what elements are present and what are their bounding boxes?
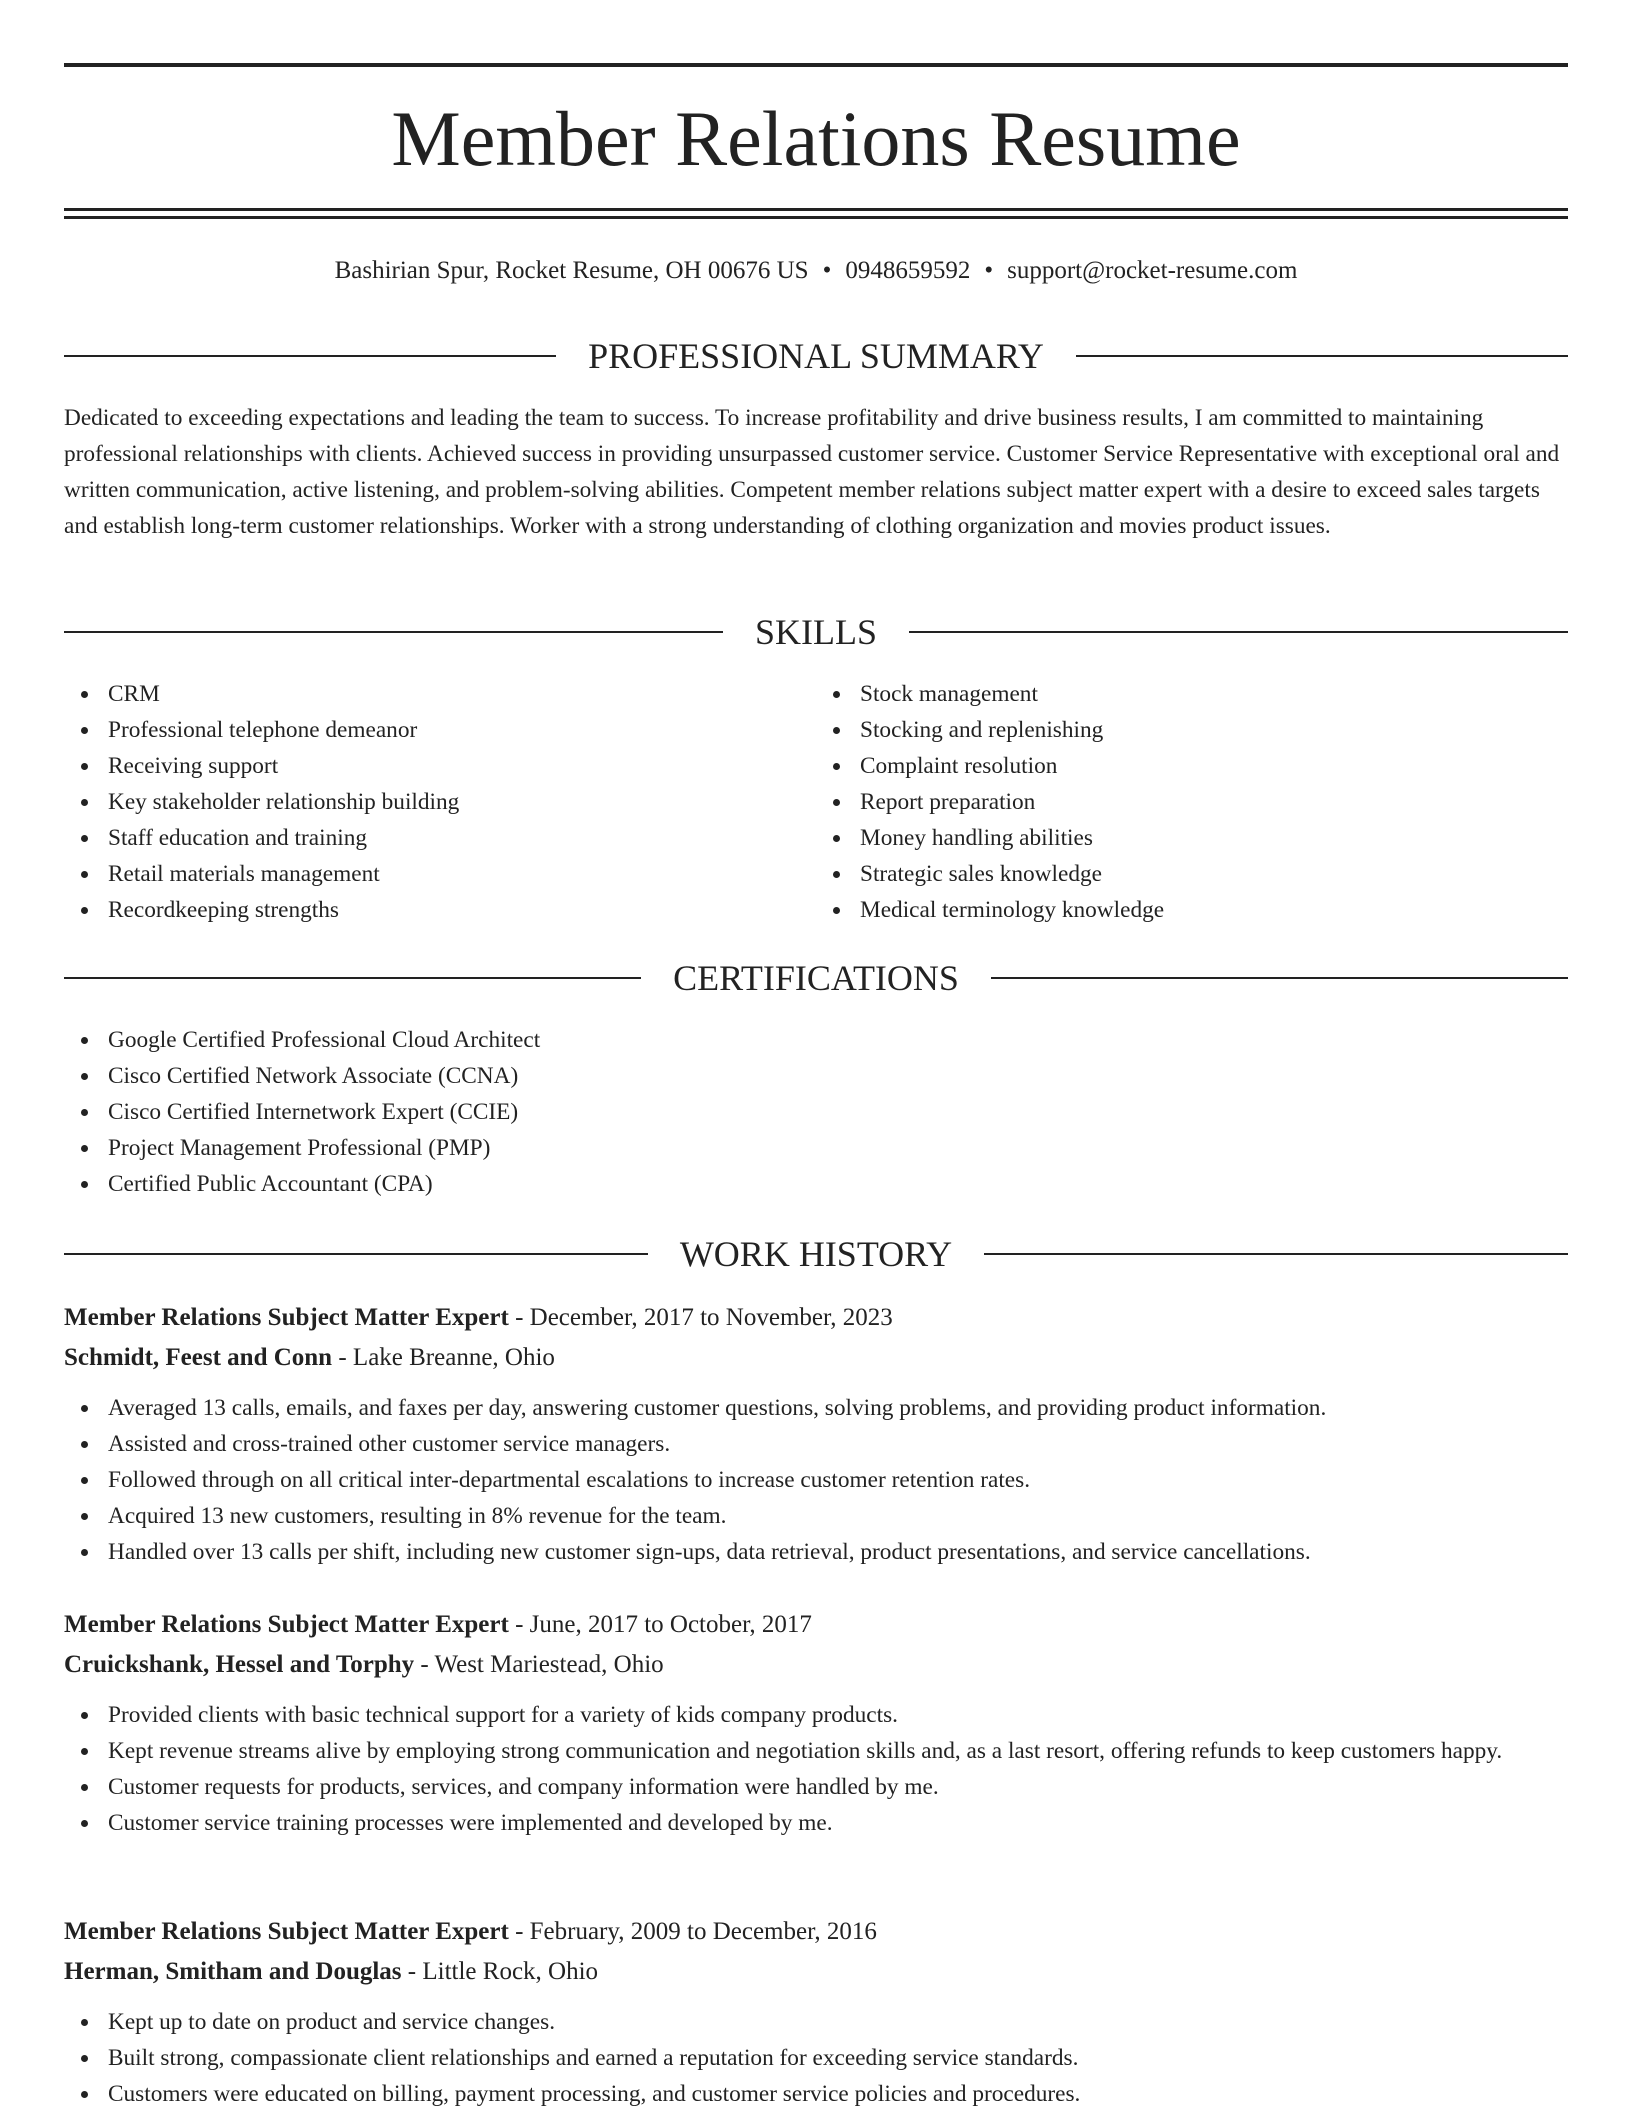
job-location: - Lake Breanne, Ohio bbox=[332, 1344, 555, 1371]
job-duty: Kept up to date on product and service changes. bbox=[64, 2004, 1568, 2040]
job-dates: - December, 2017 to November, 2023 bbox=[508, 1304, 893, 1331]
skill-item: Medical terminology knowledge bbox=[816, 892, 1568, 928]
job-duty: Acquired 13 new customers, resulting in 8% revenue for the team. bbox=[64, 1498, 1568, 1534]
job-company: Schmidt, Feest and Conn bbox=[64, 1344, 333, 1371]
job-duty: Customer requests for products, services, and company information were handled by me. bbox=[64, 1769, 1568, 1805]
job-duty: Built strong, compassionate client relationships and earned a reputation for exceeding service standards. bbox=[64, 2040, 1568, 2076]
heading-rule bbox=[991, 977, 1568, 979]
contact-phone: 0948659592 bbox=[845, 257, 971, 284]
skills-column-left bbox=[64, 676, 816, 928]
skill-item: CRM bbox=[64, 676, 816, 712]
job-company-line bbox=[64, 1952, 1568, 1992]
contact-line bbox=[64, 255, 1568, 287]
heading-rule bbox=[64, 355, 556, 357]
skill-item: Money handling abilities bbox=[816, 820, 1568, 856]
job-title-line bbox=[64, 1298, 1568, 1338]
heading-rule bbox=[64, 1253, 648, 1255]
skill-item: Report preparation bbox=[816, 784, 1568, 820]
section-title: WORK HISTORY bbox=[679, 1234, 953, 1274]
certification-item: Project Management Professional (PMP) bbox=[64, 1130, 1568, 1166]
certification-item: Google Certified Professional Cloud Architect bbox=[64, 1022, 1568, 1058]
job-company-line bbox=[64, 1338, 1568, 1378]
job-title: Member Relations Subject Matter Expert bbox=[64, 1304, 509, 1331]
job-duty: Followed through on all critical inter-departmental escalations to increase customer retention rates. bbox=[64, 1462, 1568, 1498]
heading-rule bbox=[984, 1253, 1568, 1255]
skill-item: Complaint resolution bbox=[816, 748, 1568, 784]
skill-item: Retail materials management bbox=[64, 856, 816, 892]
certification-item: Certified Public Accountant (CPA) bbox=[64, 1166, 1568, 1202]
job-entry bbox=[64, 1605, 1568, 1841]
job-duties bbox=[64, 1390, 1568, 1570]
skill-item: Key stakeholder relationship building bbox=[64, 784, 816, 820]
job-entry bbox=[64, 1912, 1568, 2112]
job-duty: Kept revenue streams alive by employing strong communication and negotiation skills and, as a last resort, offering refunds to keep customers happy. bbox=[64, 1733, 1568, 1769]
job-duties bbox=[64, 2004, 1568, 2112]
heading-rule bbox=[64, 631, 723, 633]
section-heading-skills bbox=[64, 609, 1568, 655]
skill-item: Recordkeeping strengths bbox=[64, 892, 816, 928]
job-duty: Provided clients with basic technical support for a variety of kids company products. bbox=[64, 1697, 1568, 1733]
skill-item: Strategic sales knowledge bbox=[816, 856, 1568, 892]
resume-title: Member Relations Resume bbox=[391, 95, 1241, 182]
certification-item: Cisco Certified Network Associate (CCNA) bbox=[64, 1058, 1568, 1094]
job-company-line bbox=[64, 1645, 1568, 1685]
skill-item: Receiving support bbox=[64, 748, 816, 784]
job-company: Cruickshank, Hessel and Torphy bbox=[64, 1651, 415, 1678]
job-duty: Customers were educated on billing, payment processing, and customer service policies and procedures. bbox=[64, 2076, 1568, 2112]
job-entry bbox=[64, 1298, 1568, 1570]
job-location: - Little Rock, Ohio bbox=[401, 1958, 599, 1985]
job-company: Herman, Smitham and Douglas bbox=[64, 1958, 402, 1985]
skill-item: Staff education and training bbox=[64, 820, 816, 856]
job-duty: Handled over 13 calls per shift, including new customer sign-ups, data retrieval, product presentations, and service cancellations. bbox=[64, 1534, 1568, 1570]
job-title-line bbox=[64, 1605, 1568, 1645]
job-title: Member Relations Subject Matter Expert bbox=[64, 1918, 509, 1945]
header-bottom-rule bbox=[64, 216, 1568, 219]
section-title: SKILLS bbox=[755, 612, 878, 652]
section-heading-work-history bbox=[64, 1231, 1568, 1277]
job-duty: Assisted and cross-trained other customer service managers. bbox=[64, 1426, 1568, 1462]
job-duty: Customer service training processes were implemented and developed by me. bbox=[64, 1805, 1568, 1841]
job-dates: - February, 2009 to December, 2016 bbox=[508, 1918, 877, 1945]
section-heading-certifications bbox=[64, 955, 1568, 1001]
summary-text: Dedicated to exceeding expectations and leading the team to success. To increase profitability and drive business results, I am committed to maintaining professional relationships with clients. Achieved success in providing unsurpassed customer service. Customer Service Representative with exceptional oral and written communication, active listening, and problem-solving abilities. Competent member relations subject matter expert with a desire to exceed sales targets and establish long-term customer relationships. Worker with a strong understanding of clothing organization and movies product issues. bbox=[64, 405, 1560, 539]
contact-separator: • bbox=[822, 257, 832, 284]
header-top-rule bbox=[64, 63, 1568, 67]
heading-rule bbox=[909, 631, 1568, 633]
job-title: Member Relations Subject Matter Expert bbox=[64, 1611, 509, 1638]
heading-rule bbox=[1076, 355, 1568, 357]
header-bottom-rule bbox=[64, 208, 1568, 211]
section-title: PROFESSIONAL SUMMARY bbox=[588, 336, 1044, 376]
section-title: CERTIFICATIONS bbox=[673, 958, 959, 998]
skills-list bbox=[64, 676, 1568, 928]
skill-item: Stock management bbox=[816, 676, 1568, 712]
certification-item: Cisco Certified Internetwork Expert (CCIE) bbox=[64, 1094, 1568, 1130]
section-heading-summary bbox=[64, 333, 1568, 379]
skill-item: Stocking and replenishing bbox=[816, 712, 1568, 748]
skills-column-right bbox=[816, 676, 1568, 928]
job-location: - West Mariestead, Ohio bbox=[414, 1651, 664, 1678]
job-duties bbox=[64, 1697, 1568, 1841]
skill-item: Professional telephone demeanor bbox=[64, 712, 816, 748]
contact-email: support@rocket-resume.com bbox=[1007, 257, 1298, 284]
job-title-line bbox=[64, 1912, 1568, 1952]
contact-address: Bashirian Spur, Rocket Resume, OH 00676 US bbox=[334, 257, 809, 284]
contact-separator: • bbox=[984, 257, 994, 284]
certifications-list bbox=[64, 1022, 1568, 1202]
job-duty: Averaged 13 calls, emails, and faxes per day, answering customer questions, solving problems, and providing product information. bbox=[64, 1390, 1568, 1426]
heading-rule bbox=[64, 977, 641, 979]
job-dates: - June, 2017 to October, 2017 bbox=[508, 1611, 812, 1638]
